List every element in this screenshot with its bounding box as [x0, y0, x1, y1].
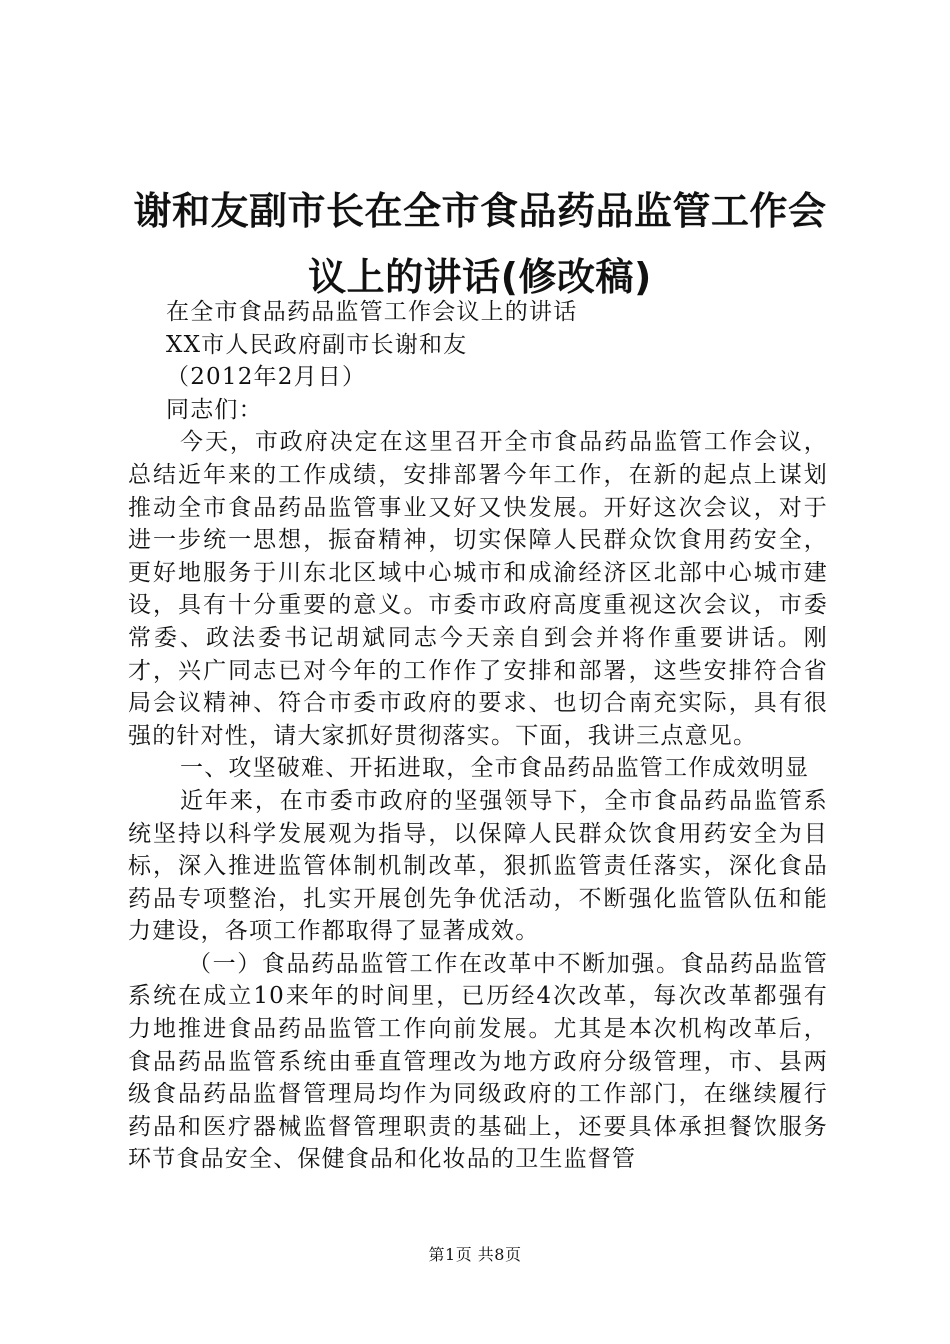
salutation: 同志们：: [166, 396, 263, 423]
document-body: [128, 296, 828, 1176]
paragraph-summary: 近年来，在市委市政府的坚强领导下，全市食品药品监管系统坚持以科学发展观为指导，以保障人民群众饮食用药安全为目标，深入推进监管体制机制改革，狠抓监管责任落实，深化食品药品专项整治，扎实开展创先争优活动，不断强化监管队伍和能力建设，各项工作都取得了显著成效。: [128, 787, 828, 945]
speaker-line: XX市人民政府副市长谢和友: [166, 331, 468, 358]
page-number: 第1页 共8页: [428, 1245, 522, 1264]
paragraph-intro: 今天，市政府决定在这里召开全市食品药品监管工作会议，总结近年来的工作成绩，安排部署今年工作，在新的起点上谋划推动全市食品药品监管事业又好又快发展。开好这次会议，对于进一步统一思想，振奋精神，切实保障人民群众饮食用药安全，更好地服务于川东北区域中心城市和成渝经济区北部中心城市建设，具有十分重要的意义。市委市政府高度重视这次会议，市委常委、政法委书记胡斌同志今天亲自到会并将作重要讲话。刚才，兴广同志已对今年的工作作了安排和部署，这些安排符合省局会议精神、符合市委市政府的要求、也切合南充实际，具有很强的针对性，请大家抓好贯彻落实。下面，我讲三点意见。: [128, 429, 828, 749]
speech-heading: 在全市食品药品监管工作会议上的讲话: [166, 299, 578, 325]
date-line: （2012年2月日）: [166, 364, 367, 391]
document-title: 谢和友副市长在全市食品药品监管工作会议上的讲话(修改稿): [133, 189, 827, 299]
paragraph-subsection-1: （一）食品药品监管工作在改革中不断加强。食品药品监管系统在成立10来年的时间里，已历经4次改革，每次改革都强有力地推进食品药品监管工作向前发展。尤其是本次机构改革后，食品药品监管系统由垂直管理改为地方政府分级管理，市、县两级食品药品监督管理局均作为同级政府的工作部门，在继续履行药品和医疗器械监督管理职责的基础上，还要具体承担餐饮服务环节食品安全、保健食品和化妆品的卫生监督管: [128, 950, 828, 1173]
section-heading-1: 一、攻坚破难、开拓进取，全市食品药品监管工作成效明显: [180, 755, 810, 782]
